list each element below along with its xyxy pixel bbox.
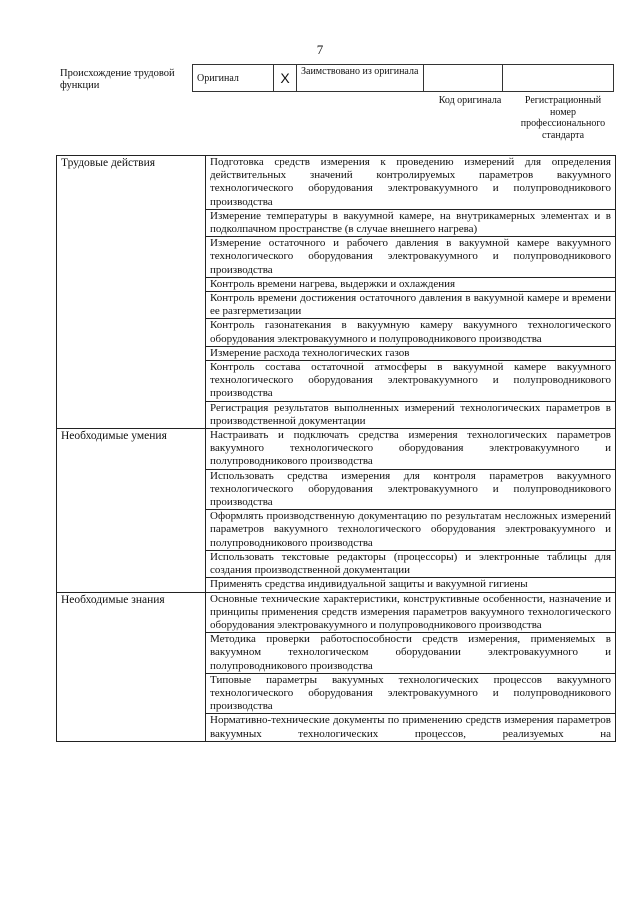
original-mark: X xyxy=(274,65,297,92)
section-title: Трудовые действия xyxy=(57,156,206,429)
reg-number-cell xyxy=(503,65,614,92)
list-item: Применять средства индивидуальной защиты и вакуумной гигиены xyxy=(206,578,616,592)
list-item: Использовать средства измерения для контроля параметров вакуумного технологического оборудования электровакуумного и полупроводникового производства xyxy=(206,469,616,510)
list-item: Основные технические характеристики, конструктивные особенности, назначение и принципы применения средств измерения параметров вакуумного технологического оборудования электровакуумного и полупроводникового производства xyxy=(206,592,616,633)
table-row xyxy=(57,592,616,633)
labor-function-table xyxy=(56,155,616,742)
list-item: Методика проверки работоспособности средств измерения, применяемых в вакуумном технологическом оборудовании электровакуумного и полупроводникового производства xyxy=(206,633,616,674)
page-number: 7 xyxy=(316,42,324,57)
code-caption: Код оригинала xyxy=(438,95,502,106)
code-cell xyxy=(424,65,503,92)
original-cell: Оригинал xyxy=(193,65,274,92)
list-item: Регистрация результатов выполненных измерений технологических параметров в производственной документации xyxy=(206,401,616,428)
list-item: Контроль состава остаточной атмосферы в вакуумной камере вакуумного технологического оборудования электровакуумного и полупроводникового производства xyxy=(206,361,616,402)
reg-caption: Регистрационный номер профессионального стандарта xyxy=(520,95,606,141)
list-item: Измерение остаточного и рабочего давления в вакуумной камере вакуумного технологического оборудования электровакуумного и полупроводникового производства xyxy=(206,237,616,278)
list-item: Оформлять производственную документацию по результатам несложных измерений параметров вакуумного технологического оборудования электровакуумного и полупроводникового производства xyxy=(206,510,616,551)
section-title: Необходимые умения xyxy=(57,429,206,592)
origin-label: Происхождение трудовой функции xyxy=(60,68,175,91)
list-item: Нормативно-технические документы по применению средств измерения параметров вакуумных технологических процессов, реализуемых на xyxy=(206,714,616,741)
table-row xyxy=(57,156,616,210)
list-item: Контроль газонатекания в вакуумную камеру вакуумного технологического оборудования электровакуумного и полупроводникового производства xyxy=(206,319,616,346)
table-row xyxy=(57,429,616,470)
section-title: Необходимые знания xyxy=(57,592,206,741)
list-item: Подготовка средств измерения к проведению измерений для определения действительных значений контролируемых параметров вакуумного технологического оборудования электровакуумного и полупроводникового производства xyxy=(206,156,616,210)
list-item: Измерение расхода технологических газов xyxy=(206,346,616,360)
borrowed-cell: Заимствовано из оригинала xyxy=(297,65,424,92)
list-item: Контроль времени нагрева, выдержки и охлаждения xyxy=(206,277,616,291)
list-item: Контроль времени достижения остаточного давления в вакуумной камере и времени ее разгерметизации xyxy=(206,292,616,319)
list-item: Настраивать и подключать средства измерения технологических параметров вакуумного технологического оборудования электровакуумного и полупроводникового производства xyxy=(206,429,616,470)
list-item: Типовые параметры вакуумных технологических процессов вакуумного технологического оборудования электровакуумного и полупроводникового производства xyxy=(206,673,616,714)
origin-table xyxy=(192,64,614,92)
list-item: Измерение температуры в вакуумной камере, на внутрикамерных элементах и в подколпачном пространстве (в случае внешнего нагрева) xyxy=(206,209,616,236)
list-item: Использовать текстовые редакторы (процессоры) и электронные таблицы для создания производственной документации xyxy=(206,550,616,577)
